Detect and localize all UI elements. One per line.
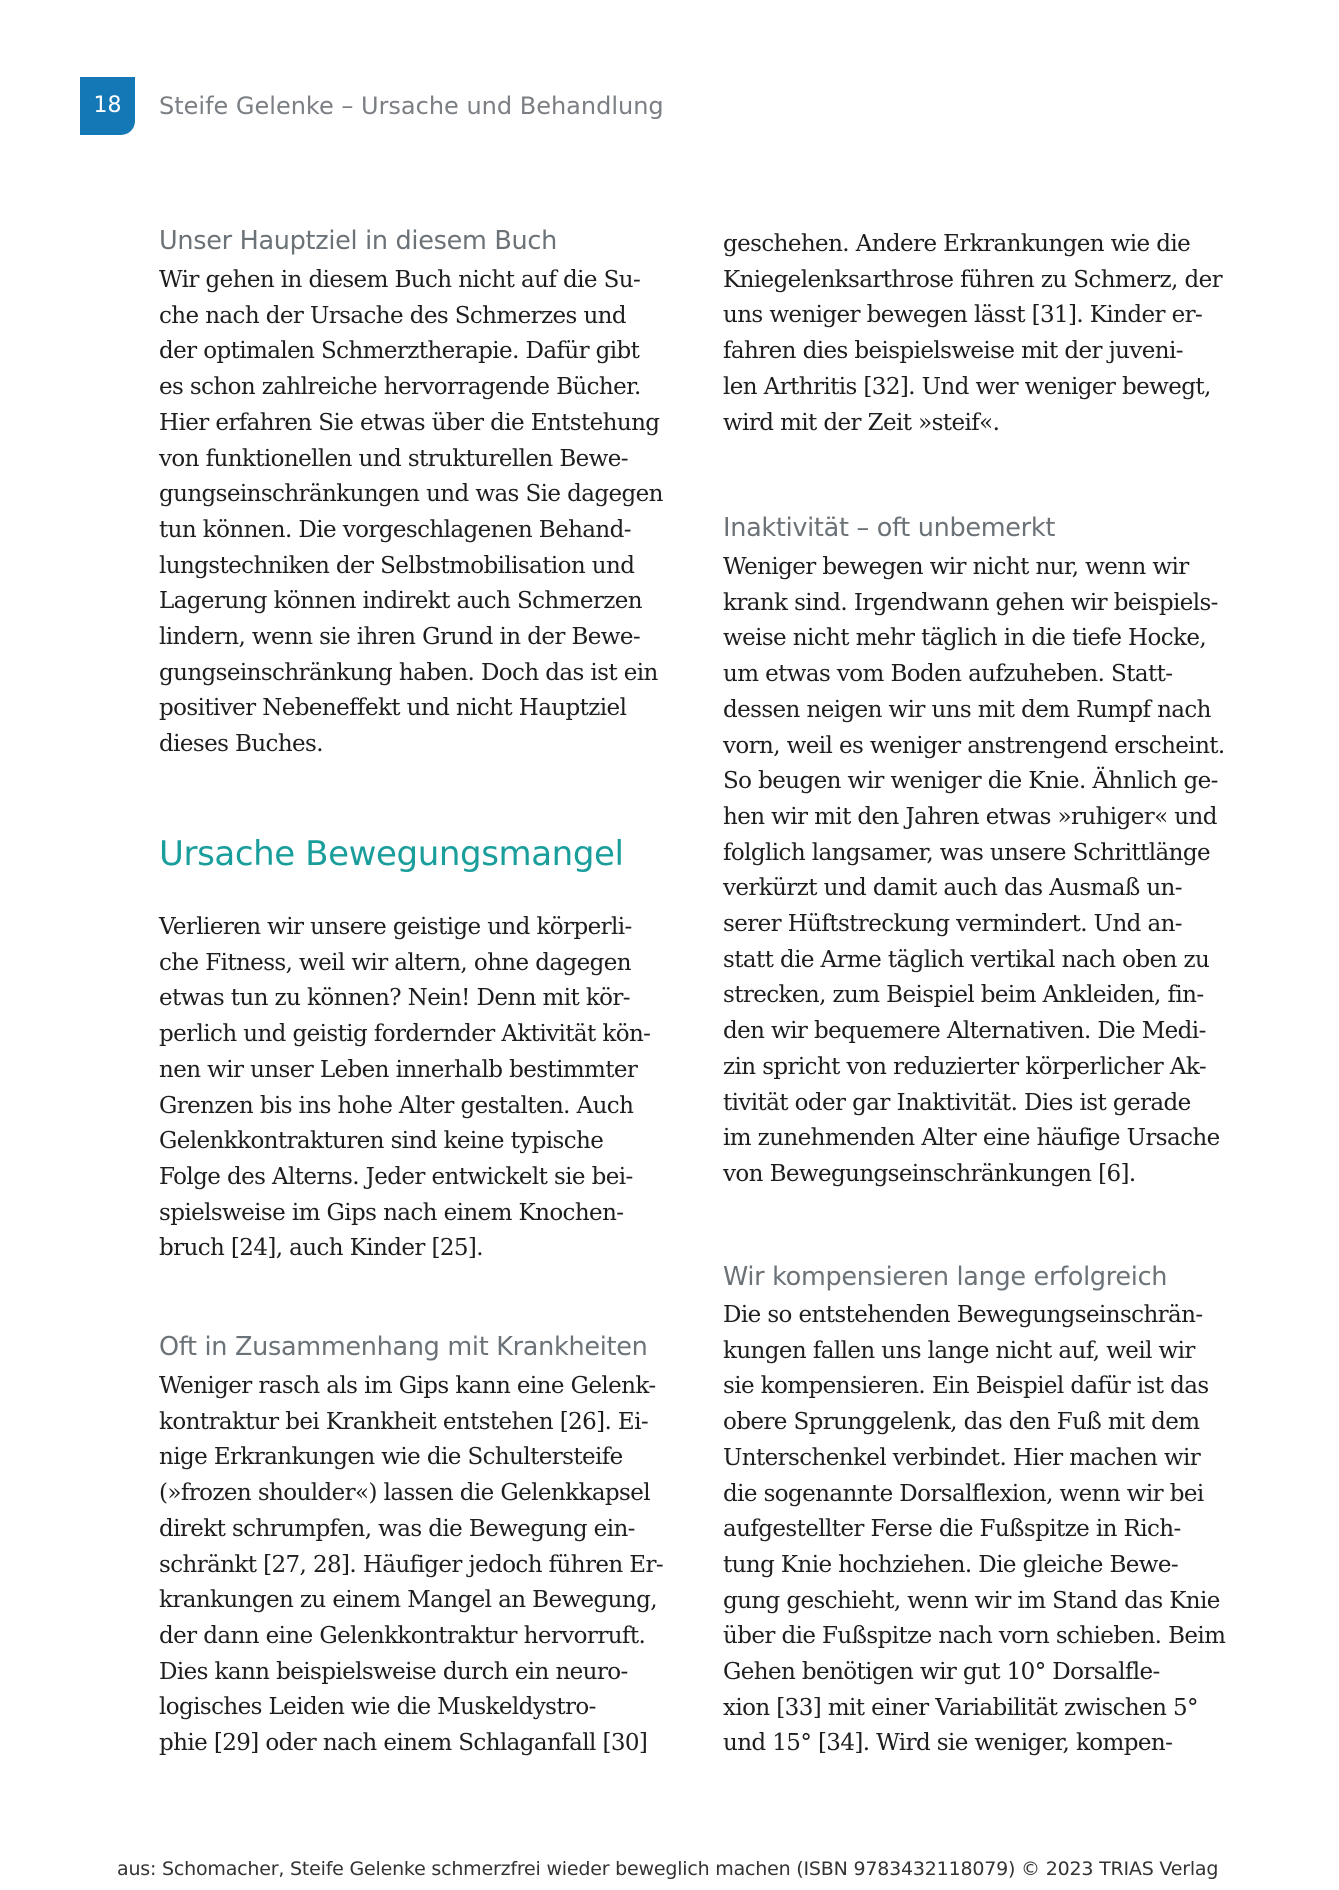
section-heading-movement-lack: Ursache Bewegungsmangel [159,834,624,874]
paragraph-main-goal: Wir gehen in diesem Buch nicht auf die Su- che nach der Ursache des Schmerzes und der optimalen Schmerztherapie. Dafür gibt es schon zahlreiche hervorragende Bücher. Hier erfahren Sie etwas über die Entstehung von funktionellen und strukturellen Bewe- gungseinschränkungen und was Sie dagegen tun können. Die vorgeschlagenen Behand- lungstechniken der Selbstmobilisation und Lagerung können indirekt auch Schmerzen lindern, wenn sie ihren Grund in der Bewe- gungseinschränkung haben. Doch das ist ein positiver Nebeneffekt und nicht Hauptziel dieses Buches. [159,267,663,758]
paragraph-inactivity: Weniger bewegen wir nicht nur, wenn wir krank sind. Irgendwann gehen wir beispiels- weise nicht mehr täglich in die tiefe Hocke, um etwas vom Boden aufzuheben. Statt- dessen neigen wir uns mit dem Rumpf nach vorn, weil es weniger anstrengend erscheint. So beugen wir weniger die Knie. Ähnlich ge- hen wir mit den Jahren etwas »ruhiger« und folglich langsamer, was unsere Schrittlänge verkürzt und damit auch das Ausmaß un- serer Hüftstreckung vermindert. Und an- statt die Arme täglich vertikal nach oben zu strecken, zum Beispiel beim Ankleiden, fin- den wir bequemere Alternativen. Die Medi- zin spricht von reduzierter körperlicher Ak- tivität oder gar Inaktivität. Dies ist gerade im zunehmenden Alter eine häufige Ursache von Bewegungseinschränkungen [6]. [723,554,1225,1187]
source-footer: aus: Schomacher, Steife Gelenke schmerzfrei wieder beweglich machen (ISBN 9783432118079) © 2023 TRIAS Verlag [117,1858,1219,1880]
paragraph-continued: geschehen. Andere Erkrankungen wie die Kniegelenksarthrose führen zu Schmerz, der uns weniger bewegen lässt [31]. Kinder er- fahren dies beispielsweise mit der juveni- len Arthritis [32]. Und wer weniger bewegt, wird mit der Zeit »steif«. [723,231,1222,436]
subhead-compensate: Wir kompensieren lange erfolgreich [723,1262,1168,1292]
paragraph-movement-lack: Verlieren wir unsere geistige und körperli- che Fitness, weil wir altern, ohne dagegen etwas tun zu können? Nein! Denn mit kör- perlich und geistig fordernder Aktivität kön- nen wir unser Leben innerhalb bestimmter Grenzen bis ins hohe Alter gestalten. Auch Gelenkkontrakturen sind keine typische Folge des Alterns. Jeder entwickelt sie bei- spielsweise im Gips nach einem Knochen- bruch [24], auch Kinder [25]. [159,914,651,1262]
paragraph-illness: Weniger rasch als im Gips kann eine Gelenk- kontraktur bei Krankheit entstehen [26]. Ei- nige Erkrankungen wie die Schultersteife (»frozen shoulder«) lassen die Gelenkkapsel direkt schrumpfen, was die Bewegung ein- schränkt [27, 28]. Häufiger jedoch führen Er- krankungen zu einem Mangel an Bewegung, der dann eine Gelenkkontraktur hervorruft. Dies kann beispielsweise durch ein neuro- logisches Leiden wie die Muskeldystro- phie [29] oder nach einem Schlaganfall [30] [159,1373,664,1757]
running-header-title: Steife Gelenke – Ursache und Behandlung [159,92,664,120]
page-number-tab: 18 [80,77,135,135]
subhead-illness: Oft in Zusammenhang mit Krankheiten [159,1332,648,1362]
subhead-inactivity: Inaktivität – oft unbemerkt [723,513,1056,543]
subhead-main-goal: Unser Hauptziel in diesem Buch [159,226,557,256]
paragraph-compensate: Die so entstehenden Bewegungseinschrän- kungen fallen uns lange nicht auf, weil wir sie kompensieren. Ein Beispiel dafür ist das obere Sprunggelenk, das den Fuß mit dem Unterschenkel verbindet. Hier machen wir die sogenannte Dorsalflexion, wenn wir bei aufgestellter Ferse die Fußspitze in Rich- tung Knie hochziehen. Die gleiche Bewe- gung geschieht, wenn wir im Stand das Knie über die Fußspitze nach vorn schieben. Beim Gehen benötigen wir gut 10° Dorsalfle- xion [33] mit einer Variabilität zwischen 5° und 15° [34]. Wird sie weniger, kompen- [723,1302,1226,1757]
